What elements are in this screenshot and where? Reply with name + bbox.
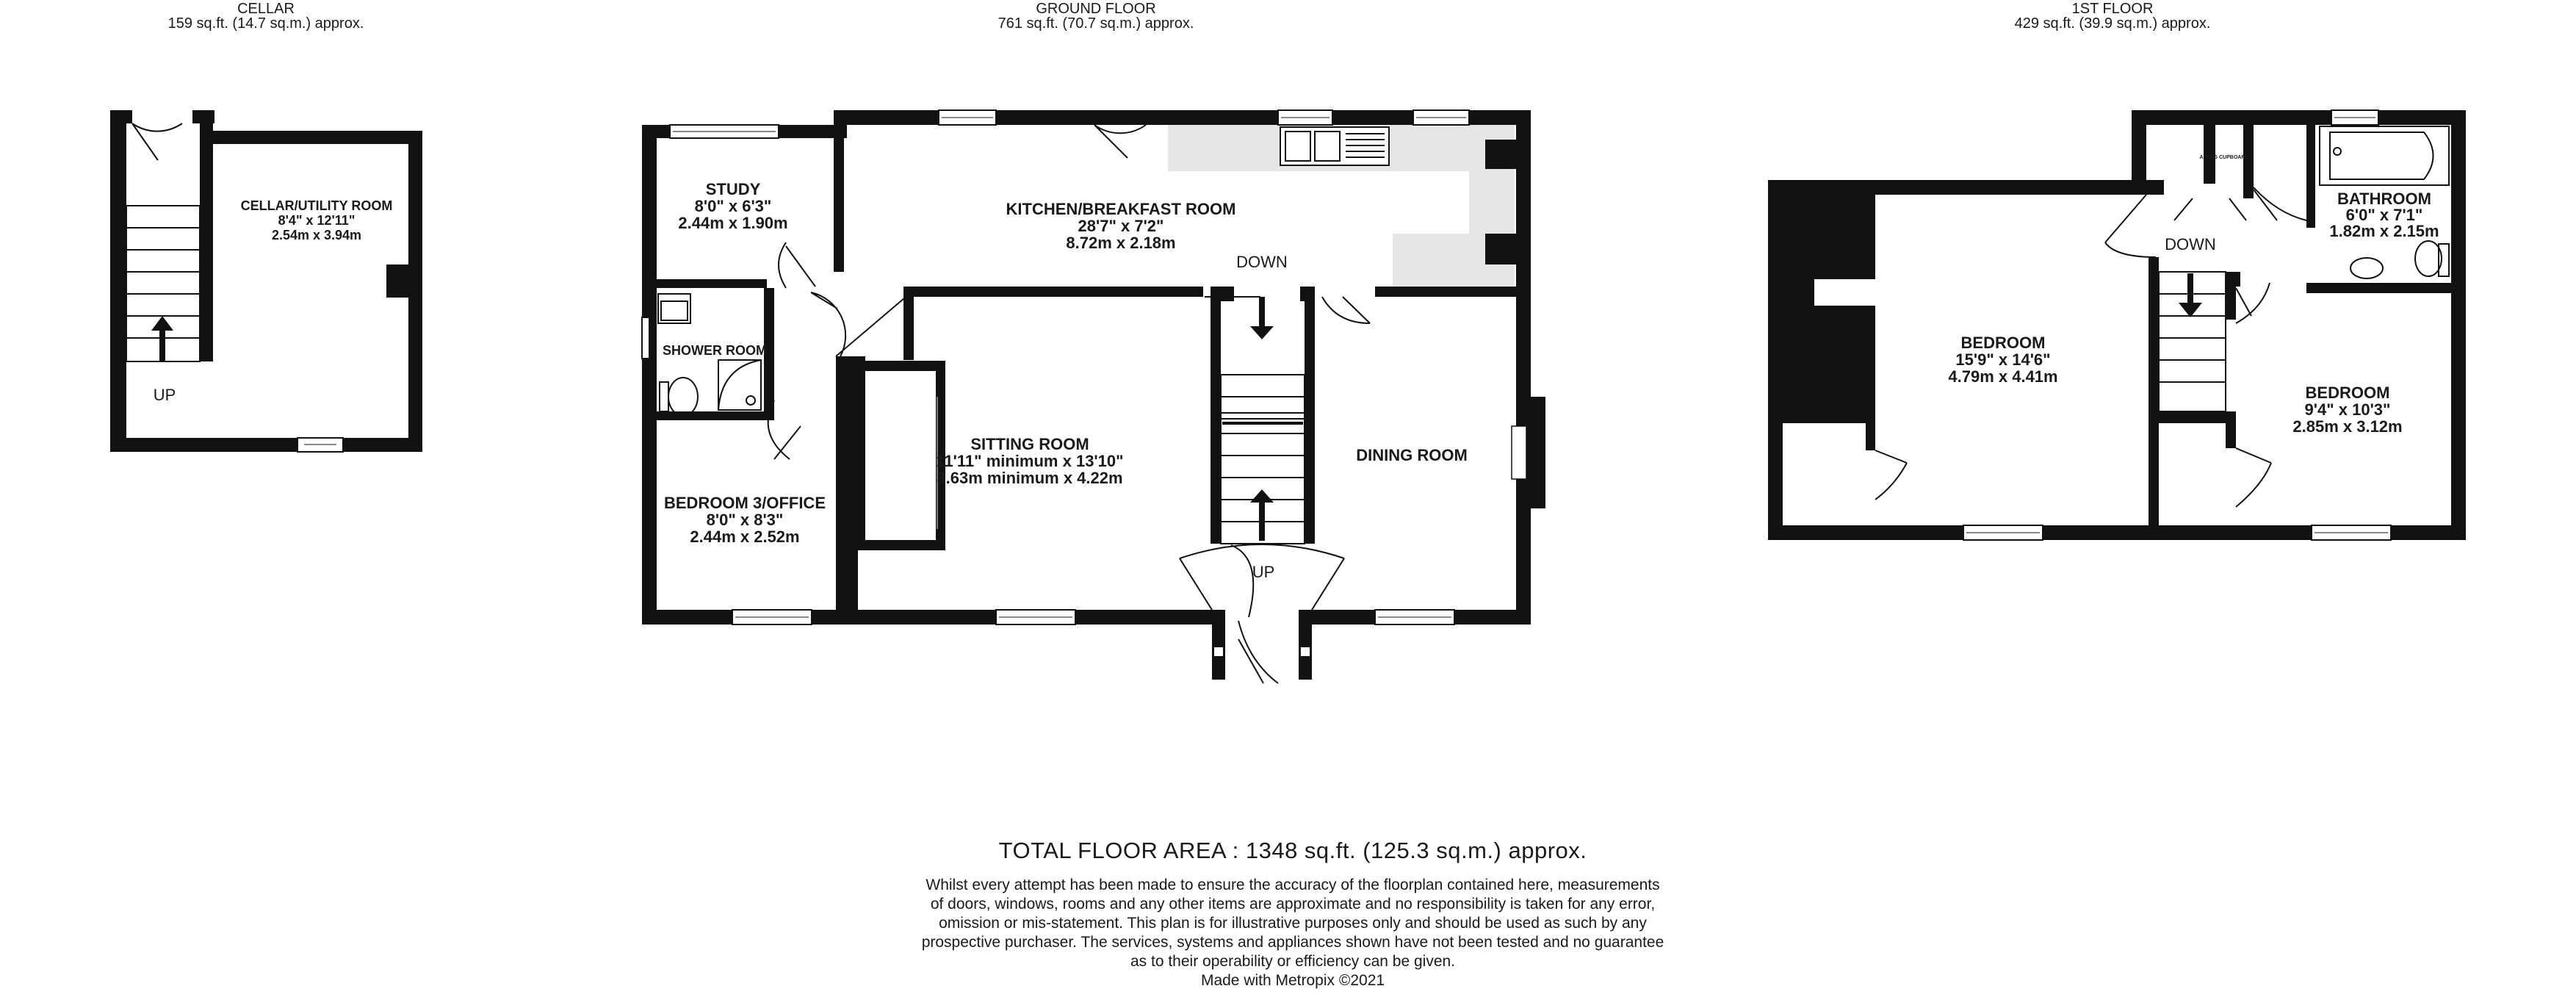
cellar-stair-arrow bbox=[159, 329, 165, 361]
bathroom-name: BATHROOM bbox=[2337, 190, 2431, 208]
kitchen-imperial: 28'7" x 7'2" bbox=[1078, 217, 1164, 235]
cellar-stair-arrowhead bbox=[151, 316, 173, 331]
ground-down-arrow bbox=[1259, 297, 1265, 329]
first-floor-title: 1ST FLOOR bbox=[2071, 1, 2154, 17]
disclaimer-line-1: Whilst every attempt has been made to ensure the accuracy of the floorplan contained here, measurements bbox=[926, 877, 1660, 893]
cellar-room-metric: 2.54m x 3.94m bbox=[271, 228, 362, 242]
disclaimer-line-3: omission or mis-statement. This plan is for illustrative purposes only and should be used as such by any bbox=[939, 915, 1647, 932]
sitting-imperial: 11'11" minimum x 13'10" bbox=[936, 452, 1124, 470]
first-floor-area: 429 sq.ft. (39.9 sq.m.) approx. bbox=[2014, 15, 2211, 32]
bedroom2-name: BEDROOM bbox=[2305, 384, 2390, 402]
ground-title: GROUND FLOOR bbox=[1036, 1, 1156, 17]
sitting-name: SITTING ROOM bbox=[970, 435, 1089, 453]
ground-walls bbox=[642, 110, 1531, 680]
airing-cupboard-label: AIRING CUPBOARD bbox=[2199, 155, 2249, 160]
sitting-metric: 3.63m minimum x 4.22m bbox=[937, 469, 1123, 487]
kitchen-name: KITCHEN/BREAKFAST ROOM bbox=[1006, 200, 1236, 218]
ground-area: 761 sq.ft. (70.7 sq.m.) approx. bbox=[997, 15, 1194, 32]
bedroom2-metric: 2.85m x 3.12m bbox=[2292, 417, 2403, 436]
entrance-porch bbox=[1180, 544, 1344, 657]
shower-room-name: SHOWER ROOM bbox=[663, 343, 767, 358]
footer bbox=[815, 838, 1770, 990]
bedroom1-imperial: 15'9" x 14'6" bbox=[1955, 350, 2051, 369]
cellar-room-name: CELLAR/UTILITY ROOM bbox=[240, 198, 393, 213]
kitchen-metric: 8.72m x 2.18m bbox=[1066, 234, 1176, 252]
first-floor-windows bbox=[1960, 110, 2391, 540]
ground-floor-plan bbox=[642, 110, 1545, 683]
bedroom1-name: BEDROOM bbox=[1960, 334, 2046, 352]
bedroom3-metric: 2.44m x 2.52m bbox=[690, 528, 800, 546]
first-floor-doors bbox=[1875, 187, 2306, 507]
disclaimer-line-4: prospective purchaser. The services, systems and appliances shown have not been tested and no guarantee bbox=[921, 934, 1664, 951]
study-imperial: 8'0" x 6'3" bbox=[694, 197, 772, 215]
cellar-room-imperial: 8'4" x 12'11" bbox=[278, 213, 356, 228]
bedroom1-metric: 4.79m x 4.41m bbox=[1948, 367, 2058, 386]
first-down-arrow bbox=[2187, 273, 2193, 306]
bathroom-imperial: 6'0" x 7'1" bbox=[2345, 206, 2423, 224]
ground-up-arrow bbox=[1259, 500, 1265, 541]
ground-up-arrowhead bbox=[1250, 489, 1274, 503]
kitchen-sink bbox=[1280, 127, 1389, 165]
dining-fireplace bbox=[1512, 426, 1526, 479]
bathroom-metric: 1.82m x 2.15m bbox=[2329, 222, 2439, 240]
study-metric: 2.44m x 1.90m bbox=[678, 214, 788, 232]
cellar-plan bbox=[110, 110, 422, 452]
dining-name: DINING ROOM bbox=[1356, 446, 1468, 464]
total-floor-area: TOTAL FLOOR AREA : 1348 sq.ft. (125.3 sq.m.) approx. bbox=[998, 838, 1587, 863]
cellar-up-label: UP bbox=[153, 386, 176, 404]
disclaimer-line-2: of doors, windows, rooms and any other items are approximate and no responsibility is taken for any error, bbox=[930, 896, 1656, 913]
made-with-credit: Made with Metropix ©2021 bbox=[1200, 972, 1385, 989]
ground-down-arrowhead bbox=[1250, 326, 1274, 339]
bedroom3-imperial: 8'0" x 8'3" bbox=[706, 511, 784, 529]
disclaimer-line-5: as to their operability or efficiency can be given. bbox=[1130, 953, 1456, 970]
bedroom3-name: BEDROOM 3/OFFICE bbox=[663, 494, 826, 512]
ground-down-label: DOWN bbox=[1236, 253, 1288, 271]
ground-up-label: UP bbox=[1252, 563, 1275, 581]
cellar-area: 159 sq.ft. (14.7 sq.m.) approx. bbox=[167, 15, 364, 32]
first-down-label: DOWN bbox=[2165, 235, 2216, 253]
bedroom2-imperial: 9'4" x 10'3" bbox=[2304, 400, 2391, 419]
first-floor-plan bbox=[1768, 110, 2466, 540]
study-name: STUDY bbox=[705, 180, 761, 198]
cellar-door bbox=[132, 123, 182, 160]
cellar-title: CELLAR bbox=[237, 1, 295, 17]
